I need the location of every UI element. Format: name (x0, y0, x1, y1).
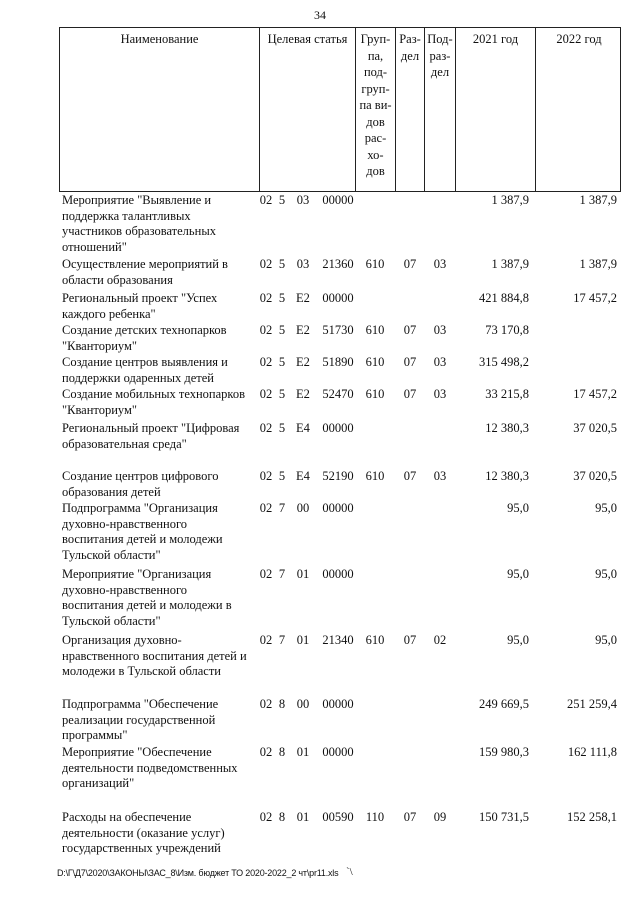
row-name-line: государственных учреждений (62, 841, 221, 855)
header-line: хо- (367, 147, 384, 162)
row-name (62, 697, 258, 744)
row-podr: 02 (433, 633, 447, 647)
header-group (356, 28, 396, 191)
row-t1: 02 (259, 810, 273, 824)
row-y21: 95,0 (507, 567, 529, 581)
row-y22: 95,0 (595, 567, 617, 581)
row-podr: 03 (433, 323, 447, 337)
row-name-line: молодежи в Тульской области (62, 664, 221, 678)
row-name (62, 193, 258, 255)
header-name: Наименование (60, 28, 260, 191)
row-name-line: Тульской области" (62, 613, 161, 628)
row-t2: 8 (278, 697, 286, 711)
row-t1: 02 (259, 697, 273, 711)
header-razdel (396, 28, 425, 191)
row-t3: 01 (296, 567, 310, 581)
row-grp: 610 (365, 323, 385, 337)
row-y21: 249 669,5 (479, 697, 529, 711)
row-name-line: отношений" (62, 239, 127, 254)
row-name (62, 291, 258, 322)
row-t1: 02 (259, 501, 273, 515)
row-t1: 02 (259, 421, 273, 435)
row-grp: 610 (365, 257, 385, 271)
row-razd: 07 (403, 469, 417, 483)
row-y21: 1 387,9 (491, 257, 529, 271)
row-name-line: области образования (62, 272, 173, 287)
row-t1: 02 (259, 257, 273, 271)
row-name (62, 421, 258, 452)
table-header (59, 27, 621, 192)
header-line: дел (400, 48, 420, 63)
row-t3: Е2 (296, 387, 310, 401)
row-grp: 610 (365, 469, 385, 483)
row-grp: 110 (365, 810, 385, 824)
row-grp: 610 (365, 355, 385, 369)
row-t1: 02 (259, 633, 273, 647)
row-name-line: духовно-нравственного (62, 516, 188, 531)
row-t3: Е4 (296, 469, 310, 483)
row-name-line: Создание центров выявления и (62, 355, 228, 369)
row-name (62, 810, 258, 857)
row-t2: 5 (278, 291, 286, 305)
row-t1: 02 (259, 387, 273, 401)
row-t3: Е2 (296, 323, 310, 337)
row-t1: 02 (259, 469, 273, 483)
row-t2: 5 (278, 193, 286, 207)
row-t3: 00 (296, 697, 310, 711)
row-t4: 51730 (322, 323, 354, 337)
row-t4: 00000 (322, 193, 354, 207)
row-name-line: поддержка талантливых (62, 208, 191, 223)
row-name-line: Подпрограмма "Организация (62, 501, 218, 515)
row-name-line: Тульской области" (62, 547, 161, 562)
row-y22: 162 111,8 (567, 745, 617, 759)
row-name (62, 501, 258, 563)
header-line: Под- (427, 32, 453, 46)
row-y22: 95,0 (595, 501, 617, 515)
row-name (62, 323, 258, 354)
row-razd: 07 (403, 387, 417, 401)
header-line: дел (430, 65, 450, 79)
row-y21: 150 731,5 (479, 810, 529, 824)
row-y21: 159 980,3 (479, 745, 529, 759)
row-y21: 12 380,3 (485, 421, 529, 435)
row-y22: 37 020,5 (573, 421, 617, 435)
row-y21: 73 170,8 (485, 323, 529, 337)
file-path-footer: D:\Г\Д7\2020\ЗАКОНЫ\ЗАС_8\Изм. бюджет ТО 2020-2022_2 чт\pr11.xls (57, 868, 339, 878)
row-t4: 21340 (322, 633, 354, 647)
row-t4: 21360 (322, 257, 354, 271)
row-name-line: реализации государственной (62, 712, 216, 727)
row-name-line: Организация духовно- (62, 633, 182, 647)
row-name-line: каждого ребенка" (62, 306, 156, 321)
row-t4: 00000 (322, 421, 354, 435)
row-name-line: Мероприятие "Организация (62, 567, 212, 581)
row-name-line: Региональный проект "Цифровая (62, 421, 240, 435)
row-name-line: Создание мобильных технопарков (62, 387, 245, 401)
row-t2: 5 (278, 323, 286, 337)
row-t4: 52470 (322, 387, 354, 401)
row-name-line: нравственного воспитания детей и (62, 648, 247, 663)
row-y22: 152 258,1 (567, 810, 617, 824)
row-name-line: "Кванториум" (62, 402, 137, 417)
header-target: Целевая статья (260, 28, 356, 191)
row-name-line: образования детей (62, 484, 161, 499)
row-y21: 1 387,9 (491, 193, 529, 207)
row-name-line: Расходы на обеспечение (62, 810, 192, 824)
row-name-line: Мероприятие "Выявление и (62, 193, 212, 207)
header-line: груп- (361, 81, 390, 96)
row-name-line: Создание детских технопарков (62, 323, 227, 337)
row-y22: 17 457,2 (573, 387, 617, 401)
row-t3: 01 (296, 810, 310, 824)
row-t3: 00 (296, 501, 310, 515)
header-line: Груп- (360, 32, 391, 46)
header-line: рас- (364, 131, 387, 145)
header-line: дов (366, 164, 385, 178)
row-y22: 251 259,4 (567, 697, 617, 711)
row-y22: 1 387,9 (579, 193, 617, 207)
header-year-2022: 2022 год (556, 32, 602, 46)
row-y21: 421 884,8 (479, 291, 529, 305)
row-t3: Е2 (296, 355, 310, 369)
row-name-line: Мероприятие "Обеспечение (62, 745, 212, 759)
row-t2: 7 (278, 501, 286, 515)
row-t3: 03 (296, 193, 310, 207)
row-name-line: образовательная среда" (62, 436, 187, 451)
row-podr: 03 (433, 355, 447, 369)
row-name (62, 633, 258, 680)
row-name-line: духовно-нравственного (62, 582, 188, 597)
row-y22: 95,0 (595, 633, 617, 647)
row-name-line: Подпрограмма "Обеспечение (62, 697, 219, 711)
row-t2: 7 (278, 567, 286, 581)
row-t2: 5 (278, 355, 286, 369)
header-line: па ви- (359, 98, 392, 112)
row-t2: 5 (278, 421, 286, 435)
row-name (62, 745, 258, 792)
row-y21: 12 380,3 (485, 469, 529, 483)
row-t2: 8 (278, 745, 286, 759)
row-grp: 610 (365, 387, 385, 401)
row-y22: 37 020,5 (573, 469, 617, 483)
row-t1: 02 (259, 291, 273, 305)
row-t1: 02 (259, 567, 273, 581)
row-t2: 8 (278, 810, 286, 824)
row-t2: 5 (278, 257, 286, 271)
row-podr: 03 (433, 469, 447, 483)
row-y22: 17 457,2 (573, 291, 617, 305)
row-t4: 00000 (322, 567, 354, 581)
row-name-line: "Кванториум" (62, 338, 137, 353)
row-name-line: воспитания детей и молодежи в (62, 598, 232, 612)
header-line: дов (366, 114, 385, 129)
row-name-line: деятельности подведомственных (62, 760, 238, 775)
header-year-2021: 2021 год (456, 28, 536, 191)
header-line: раз- (429, 48, 451, 63)
row-t2: 7 (278, 633, 286, 647)
row-name-line: программы" (62, 728, 128, 742)
row-grp: 610 (365, 633, 385, 647)
row-t3: 03 (296, 257, 310, 271)
row-name (62, 469, 258, 500)
row-name-line: поддержки одаренных детей (62, 370, 214, 385)
row-y22: 1 387,9 (579, 257, 617, 271)
row-name-line: Осуществление мероприятий в (62, 257, 228, 271)
row-name-line: организаций" (62, 776, 135, 790)
row-podr: 09 (433, 810, 447, 824)
row-y21: 95,0 (507, 501, 529, 515)
row-t4: 00000 (322, 291, 354, 305)
row-t3: 01 (296, 633, 310, 647)
page-number: 34 (314, 8, 326, 22)
row-podr: 03 (433, 257, 447, 271)
header-podrazdel (425, 28, 456, 191)
row-name-line: Создание центров цифрового (62, 469, 219, 483)
row-name-line: воспитания детей и молодежи (62, 532, 223, 546)
row-name (62, 355, 258, 386)
header-line: под- (363, 65, 388, 79)
row-podr: 03 (433, 387, 447, 401)
row-name (62, 567, 258, 629)
row-t4: 00000 (322, 501, 354, 515)
scan-mark: ˋ\ (346, 866, 353, 878)
row-t4: 00000 (322, 697, 354, 711)
row-t3: Е2 (296, 291, 310, 305)
row-name-line: деятельности (оказание услуг) (62, 825, 225, 840)
row-name (62, 257, 258, 288)
row-razd: 07 (403, 257, 417, 271)
row-t1: 02 (259, 193, 273, 207)
row-t3: Е4 (296, 421, 310, 435)
row-t4: 52190 (322, 469, 354, 483)
row-y21: 95,0 (507, 633, 529, 647)
row-t4: 51890 (322, 355, 354, 369)
header-line: Раз- (399, 32, 421, 46)
row-razd: 07 (403, 810, 417, 824)
row-t2: 5 (278, 469, 286, 483)
row-t3: 01 (296, 745, 310, 759)
row-t1: 02 (259, 745, 273, 759)
row-y21: 33 215,8 (485, 387, 529, 401)
row-t4: 00590 (322, 810, 354, 824)
row-name-line: Региональный проект "Успех (62, 291, 218, 305)
row-t2: 5 (278, 387, 286, 401)
row-razd: 07 (403, 323, 417, 337)
row-t1: 02 (259, 355, 273, 369)
row-razd: 07 (403, 633, 417, 647)
row-name-line: участников образовательных (62, 224, 216, 238)
row-t4: 00000 (322, 745, 354, 759)
row-razd: 07 (403, 355, 417, 369)
row-y21: 315 498,2 (479, 355, 529, 369)
header-line: па, (367, 48, 384, 63)
row-t1: 02 (259, 323, 273, 337)
row-name (62, 387, 258, 418)
